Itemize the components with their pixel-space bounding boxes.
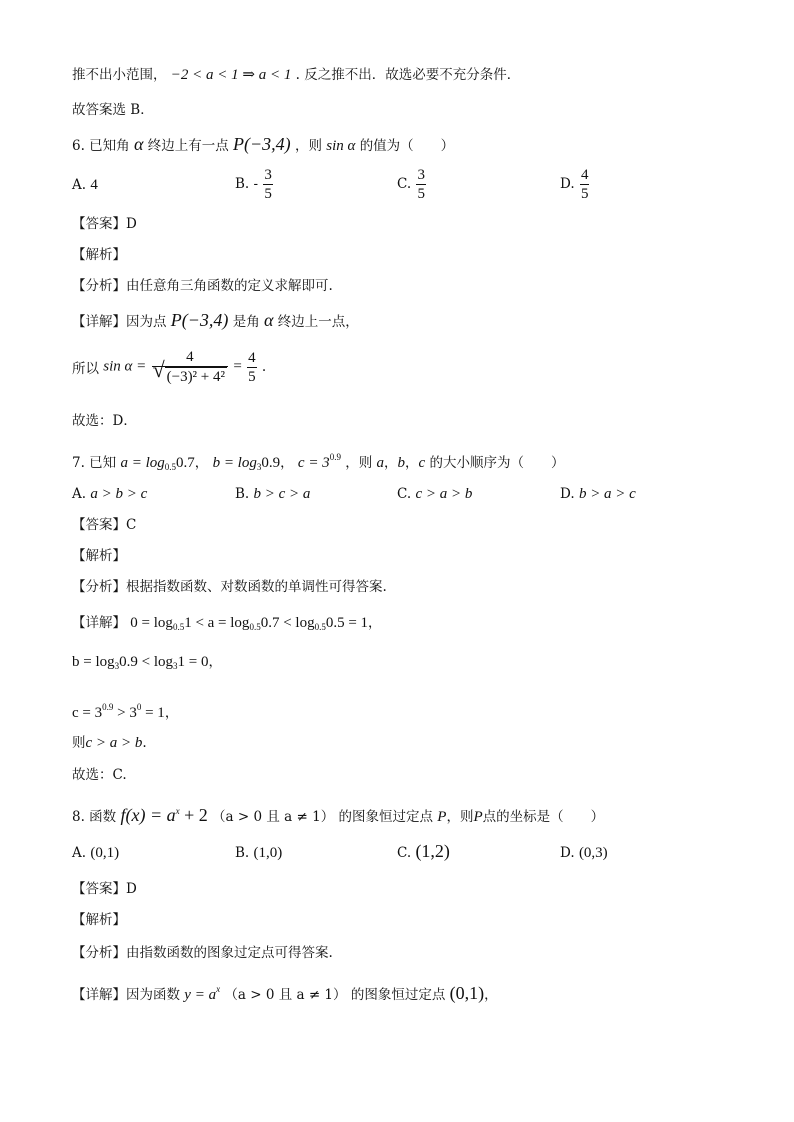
radicand: (−3)² + 4² — [166, 369, 226, 385]
option-label: D. — [560, 845, 575, 861]
sqrt-expression — [152, 357, 227, 386]
text-segment: 故答案选 B． — [72, 102, 154, 118]
math-inline — [297, 452, 341, 471]
numerator: 4 — [186, 349, 194, 365]
denominator: 5 — [580, 186, 589, 202]
detail-line: 【详解】 $0 = \log_{0.5}1 < a = \log_{0.5}0.7 < \log_{0.5}0.5 = 1$， — [72, 615, 382, 632]
math-inline: α — [133, 134, 144, 154]
math-inline — [130, 615, 368, 631]
math-part: b = log — [212, 455, 257, 471]
q7-option-b — [235, 485, 310, 503]
option-value: b > a > c — [578, 486, 636, 502]
text-segment: 的图象恒过定点 — [350, 987, 446, 1003]
math-part: b = log — [72, 654, 115, 670]
detail-line — [72, 311, 359, 331]
detail-line: $b = \log_30.9 < \log_31 = 0$， — [72, 654, 222, 671]
math-part: f(x) = a — [120, 805, 176, 825]
text-segment: （a > 0 且 a ≠ 1） — [224, 987, 347, 1003]
math-part: 0.5 = 1 — [325, 615, 369, 631]
option-label: B. — [235, 176, 250, 192]
option-label: C. — [397, 486, 412, 502]
math-sup: 0 — [136, 702, 142, 712]
math-sup: 0.9 — [329, 452, 341, 462]
text-segment: . — [261, 359, 267, 375]
detail-line: 则c > a > b. — [72, 735, 147, 751]
fraction — [151, 348, 229, 386]
text-segment: 【详解】 — [72, 615, 126, 631]
math-inline — [72, 702, 165, 721]
answer-line: 【答案】D — [72, 881, 137, 897]
fraction — [246, 349, 258, 386]
text-line — [72, 101, 154, 119]
sqrt-icon: √ — [152, 357, 165, 382]
text-segment: 6. 已知角 — [72, 138, 130, 154]
analysis-line: 【分析】根据指数函数、对数函数的单调性可得答案. — [72, 579, 387, 595]
option-label: B. — [235, 845, 250, 861]
math-inline — [72, 654, 209, 670]
text-segment: 的大小顺序为（ ） — [429, 455, 565, 471]
equation-line — [72, 348, 266, 386]
option-label: B. — [235, 486, 250, 502]
analysis-line: 【分析】由任意角三角函数的定义求解即可. — [72, 278, 333, 294]
math-part: y = a — [184, 987, 217, 1003]
text-segment: 7. 已知 — [72, 455, 117, 471]
option-value: (1,2) — [415, 841, 450, 861]
numerator: 4 — [580, 167, 589, 183]
math-part: 0.9 < log — [119, 654, 174, 670]
option-label: C. — [397, 845, 412, 861]
q8-option-b — [235, 844, 282, 862]
option-value: (1,0) — [253, 845, 283, 861]
q6-option-c — [397, 166, 427, 203]
question-8-stem — [72, 802, 604, 826]
numerator: 4 — [248, 349, 256, 366]
fraction — [579, 166, 591, 203]
option-label: A. — [72, 845, 87, 861]
option-label: D. — [560, 486, 575, 502]
math-inline: α — [264, 310, 274, 330]
text-segment: 所以 — [72, 361, 99, 377]
detail-line: $c = 3^{0.9} > 3^0 = 1$， — [72, 702, 179, 721]
answer-line: 【答案】C — [72, 517, 137, 533]
math-sub: 3 — [114, 661, 120, 671]
math-inline — [120, 455, 194, 471]
choose-line: 故选：D． — [72, 413, 137, 429]
analysis-header: 【解析】 — [72, 912, 126, 928]
math-inline: sin α = — [103, 358, 147, 375]
text-segment: ，则 — [446, 809, 474, 825]
fraction — [415, 166, 427, 203]
analysis-header: 【解析】 — [72, 548, 126, 564]
option-value: a > b > c — [90, 486, 148, 502]
detail-line — [72, 980, 498, 1004]
analysis-line: 【分析】由指数函数的图象过定点可得答案. — [72, 945, 333, 961]
math-inline: −2 < a < 1 ⇒ a < 1 — [170, 67, 292, 83]
option-value: (0,1) — [90, 845, 120, 861]
math-part: c = 3 — [297, 455, 330, 471]
q7-option-d — [560, 485, 636, 503]
math-sub: 3 — [256, 462, 262, 472]
math-part: 1 < a = log — [184, 615, 250, 631]
fraction — [262, 166, 274, 203]
math-part: a = log — [120, 455, 165, 471]
text-segment: 【详解】因为函数 — [72, 987, 180, 1003]
option-label: A. — [72, 177, 87, 193]
math-sub: 0.5 — [249, 622, 261, 632]
text-segment: 是角 — [232, 314, 260, 330]
q6-option-d — [560, 166, 590, 203]
text-segment: ， — [484, 987, 498, 1003]
math-inline — [120, 805, 207, 825]
q8-option-d — [560, 844, 608, 862]
math-part: 1 = 0 — [177, 654, 209, 670]
math-inline — [184, 984, 221, 1003]
math-part: 0.9 — [261, 455, 281, 471]
q7-option-c — [397, 485, 472, 503]
choose-line: 故选：C. — [72, 767, 127, 783]
math-sup: x — [175, 806, 180, 816]
option-value: (0,3) — [578, 845, 608, 861]
math-part: 0.7 — [176, 455, 195, 471]
option-value: b > c > a — [253, 486, 311, 502]
answer-line: 【答案】D — [72, 216, 137, 232]
text-segment: 终边上有一点 — [147, 138, 229, 154]
q8-option-c — [397, 842, 450, 862]
math-part: > 3 — [113, 705, 137, 721]
math-inline: P(−3,4) — [170, 310, 229, 330]
text-segment: ，则 — [294, 138, 322, 154]
math-inline — [213, 455, 281, 471]
option-label: D. — [560, 176, 575, 192]
math-inline: P — [473, 809, 483, 825]
math-inline: P(−3,4) — [233, 134, 291, 154]
denominator: 5 — [264, 186, 272, 202]
text-segment: （a > 0 且 a ≠ 1） — [212, 809, 335, 825]
q6-option-b — [235, 166, 274, 203]
math-sub: 0.5 — [314, 622, 326, 632]
math-sub: 0.5 — [172, 622, 185, 632]
q8-option-a — [72, 844, 119, 862]
q7-option-a — [72, 485, 147, 503]
option-value: 4 — [90, 177, 98, 193]
text-segment: 推不出小范围， — [72, 67, 167, 83]
text-segment: 的图象恒过定点 — [338, 809, 433, 825]
math-sub: 3 — [173, 661, 178, 671]
math-inline: sin α — [326, 138, 356, 154]
math-inline: = — [233, 358, 242, 375]
numerator: 3 — [264, 167, 272, 183]
option-label: A. — [72, 486, 87, 502]
denominator: 5 — [248, 368, 256, 385]
math-part: 0 = log — [130, 615, 173, 631]
denominator: 5 — [417, 186, 425, 202]
text-segment: 的值为（ ） — [359, 138, 455, 154]
math-inline: (0,1) — [449, 983, 485, 1003]
math-part: c = 3 — [72, 705, 103, 721]
math-part: = 1 — [141, 705, 165, 721]
question-7-stem: 7. 已知 $a = \log_{0.5}0.7$， $b = \log_30.9$， $c = 3^{0.9}$ ，则 a，b，c 的大小顺序为（ ） — [72, 452, 565, 472]
denominator — [151, 357, 229, 386]
analysis-header: 【解析】 — [72, 247, 126, 263]
math-part: + 2 — [179, 805, 208, 825]
option-sign: - — [253, 176, 259, 192]
math-inline: P — [437, 809, 447, 825]
text-segment: 点的坐标是（ ） — [482, 809, 605, 825]
q6-option-a — [72, 176, 98, 194]
text-segment: ，则 — [345, 455, 373, 471]
math-sup: 0.9 — [102, 702, 114, 712]
text-line — [72, 66, 520, 84]
question-6-stem — [72, 135, 454, 155]
text-segment: 则 — [72, 735, 86, 751]
math-part: 0.7 < log — [260, 615, 315, 631]
math-sup: x — [216, 984, 221, 994]
text-segment: 终边上一点， — [277, 314, 359, 330]
option-value: c > a > b — [415, 486, 473, 502]
math-sub: 0.5 — [164, 462, 177, 472]
text-segment: . 反之推不出．故选必要不充分条件． — [295, 67, 521, 83]
math-inline: c > a > b — [85, 735, 143, 751]
numerator: 3 — [417, 167, 425, 183]
text-segment: 【详解】因为点 — [72, 314, 167, 330]
text-segment: 8. 函数 — [72, 809, 117, 825]
option-label: C. — [397, 176, 412, 192]
